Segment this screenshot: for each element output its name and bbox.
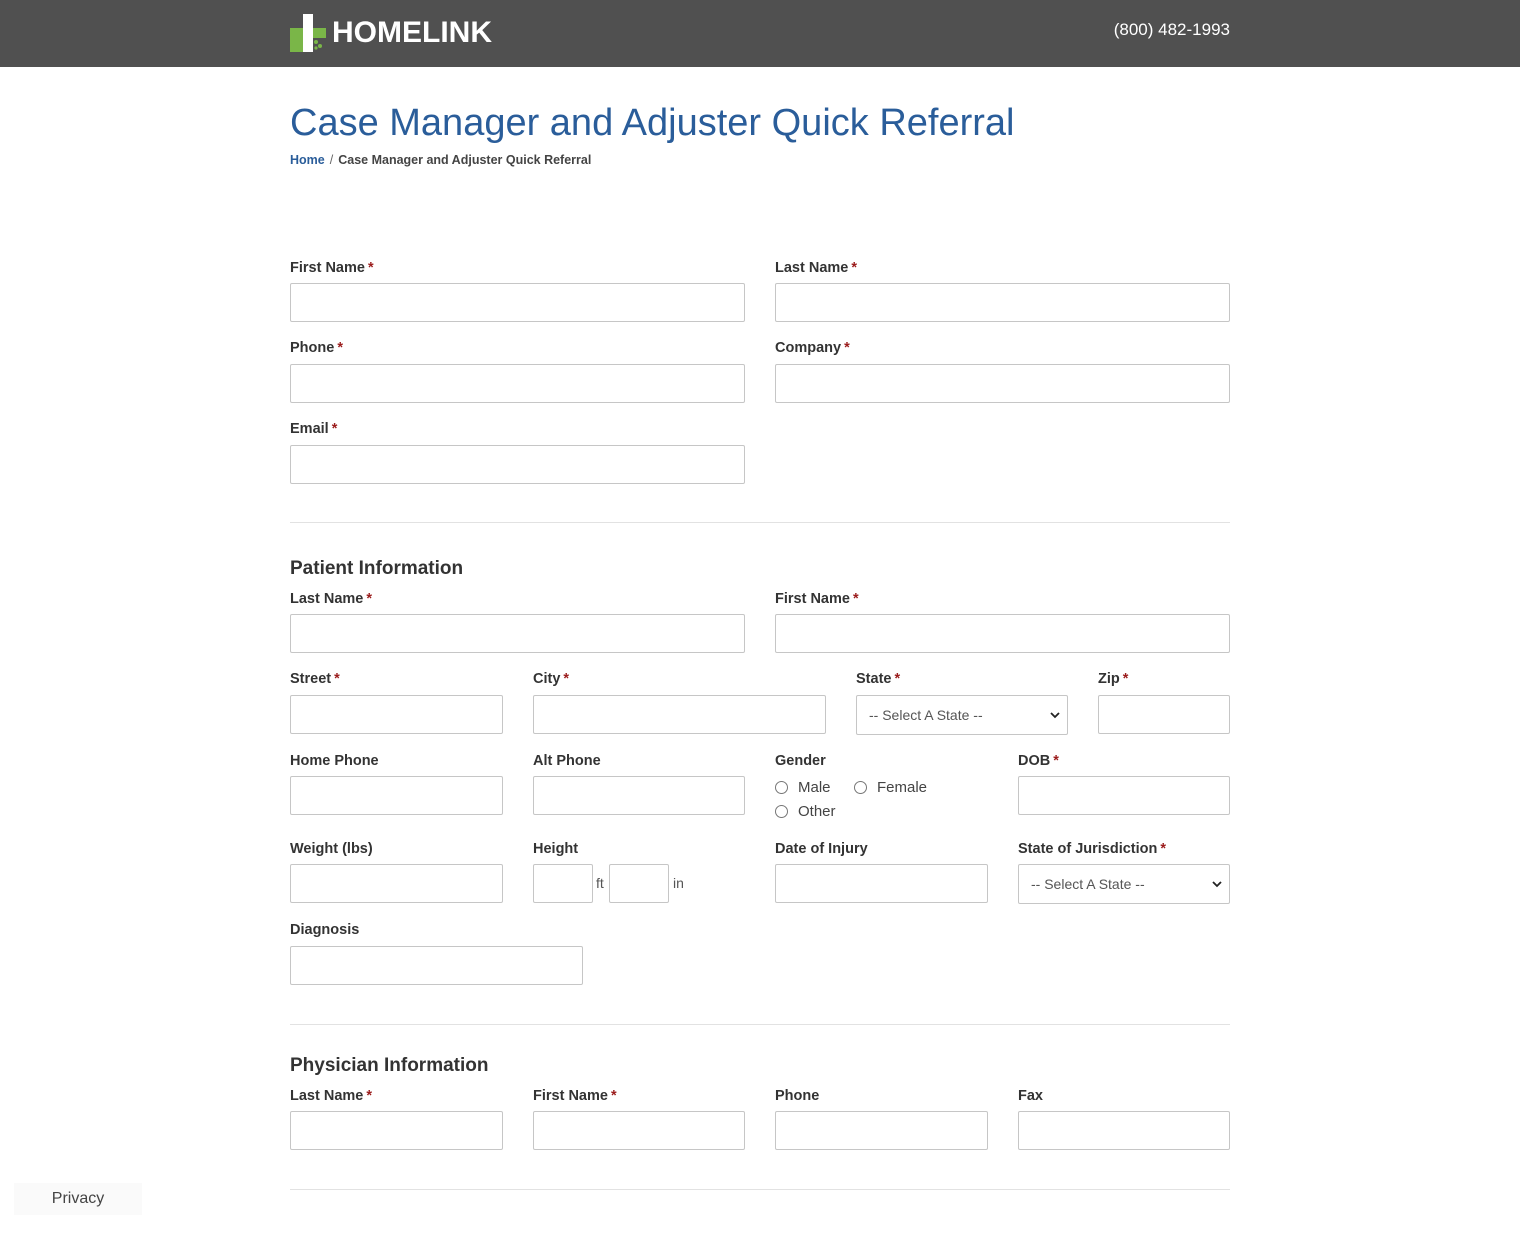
privacy-label: Privacy [51,1190,105,1207]
first-name-label: First Name * [290,260,374,276]
alt-phone-label: Alt Phone [533,753,601,769]
company-input[interactable] [775,364,1230,403]
date-of-injury-input[interactable] [775,864,988,903]
height-feet-unit: ft [596,875,604,891]
gender-male-radio[interactable]: Male [775,779,831,796]
weight-input[interactable] [290,864,503,903]
diagnosis-label: Diagnosis [290,922,360,938]
physician-fax-input[interactable] [1018,1111,1230,1150]
diagnosis-input[interactable] [290,946,583,985]
weight-label: Weight (lbs) [290,841,373,857]
height-label: Height [533,841,579,857]
patient-information-heading: Patient Information [290,558,464,579]
section-divider [290,522,1230,523]
alt-phone-input[interactable] [533,776,745,815]
state-of-jurisdiction-label: State of Jurisdiction * [1018,841,1167,857]
gender-label: Gender [775,753,826,769]
patient-last-name-input[interactable] [290,614,745,653]
physician-first-name-label: First Name * [533,1088,617,1104]
jurisdiction-select-value: -- Select A State -- [1031,876,1145,892]
phone-label: Phone * [290,340,343,356]
physician-fax-label: Fax [1018,1088,1043,1104]
privacy-badge[interactable] [14,1183,142,1215]
patient-first-name-label: First Name * [775,591,859,607]
physician-first-name-input[interactable] [533,1111,745,1150]
email-input[interactable] [290,445,745,484]
top-bar [0,0,1520,67]
email-label: Email * [290,421,338,437]
header-phone-link[interactable]: (800) 482-1993 [1113,20,1230,39]
physician-phone-input[interactable] [775,1111,988,1150]
last-name-label: Last Name * [775,260,857,276]
radio-circle-icon [775,781,788,794]
phone-input[interactable] [290,364,745,403]
last-name-input[interactable] [775,283,1230,322]
breadcrumb [290,153,591,167]
page-title: Case Manager and Adjuster Quick Referral [290,102,1015,144]
section-divider [290,1024,1230,1025]
plus-logo-icon [290,14,326,52]
state-of-jurisdiction-select[interactable] [1018,864,1230,904]
first-name-input[interactable] [290,283,745,322]
height-inches-input[interactable] [609,864,669,903]
chevron-down-icon [1211,878,1223,890]
street-label: Street * [290,671,340,687]
height-feet-input[interactable] [533,864,593,903]
physician-last-name-input[interactable] [290,1111,503,1150]
patient-last-name-label: Last Name * [290,591,372,607]
breadcrumb-current: Case Manager and Adjuster Quick Referral [338,153,592,167]
height-inches-unit: in [673,875,684,891]
dob-label: DOB * [1018,753,1059,769]
state-select-value: -- Select A State -- [869,707,983,723]
breadcrumb-home-link[interactable]: Home [290,153,325,167]
chevron-down-icon [1049,709,1061,721]
state-select[interactable] [856,695,1068,735]
patient-first-name-input[interactable] [775,614,1230,653]
state-label: State * [856,671,901,687]
section-divider [290,1189,1230,1190]
city-input[interactable] [533,695,826,734]
gender-other-radio[interactable]: Other [775,803,836,820]
brand-name: HOMELINK [332,16,492,49]
zip-input[interactable] [1098,695,1230,734]
zip-label: Zip * [1098,671,1129,687]
physician-phone-label: Phone [775,1088,820,1104]
physician-information-heading: Physician Information [290,1055,489,1076]
homelink-logo[interactable] [290,14,492,52]
street-input[interactable] [290,695,503,734]
physician-last-name-label: Last Name * [290,1088,372,1104]
date-of-injury-label: Date of Injury [775,841,868,857]
radio-circle-icon [854,781,867,794]
home-phone-input[interactable] [290,776,503,815]
city-label: City * [533,671,570,687]
dob-input[interactable] [1018,776,1230,815]
breadcrumb-separator: / [329,153,334,167]
gender-female-radio[interactable]: Female [854,779,927,796]
radio-circle-icon [775,805,788,818]
company-label: Company * [775,340,850,356]
home-phone-label: Home Phone [290,753,379,769]
